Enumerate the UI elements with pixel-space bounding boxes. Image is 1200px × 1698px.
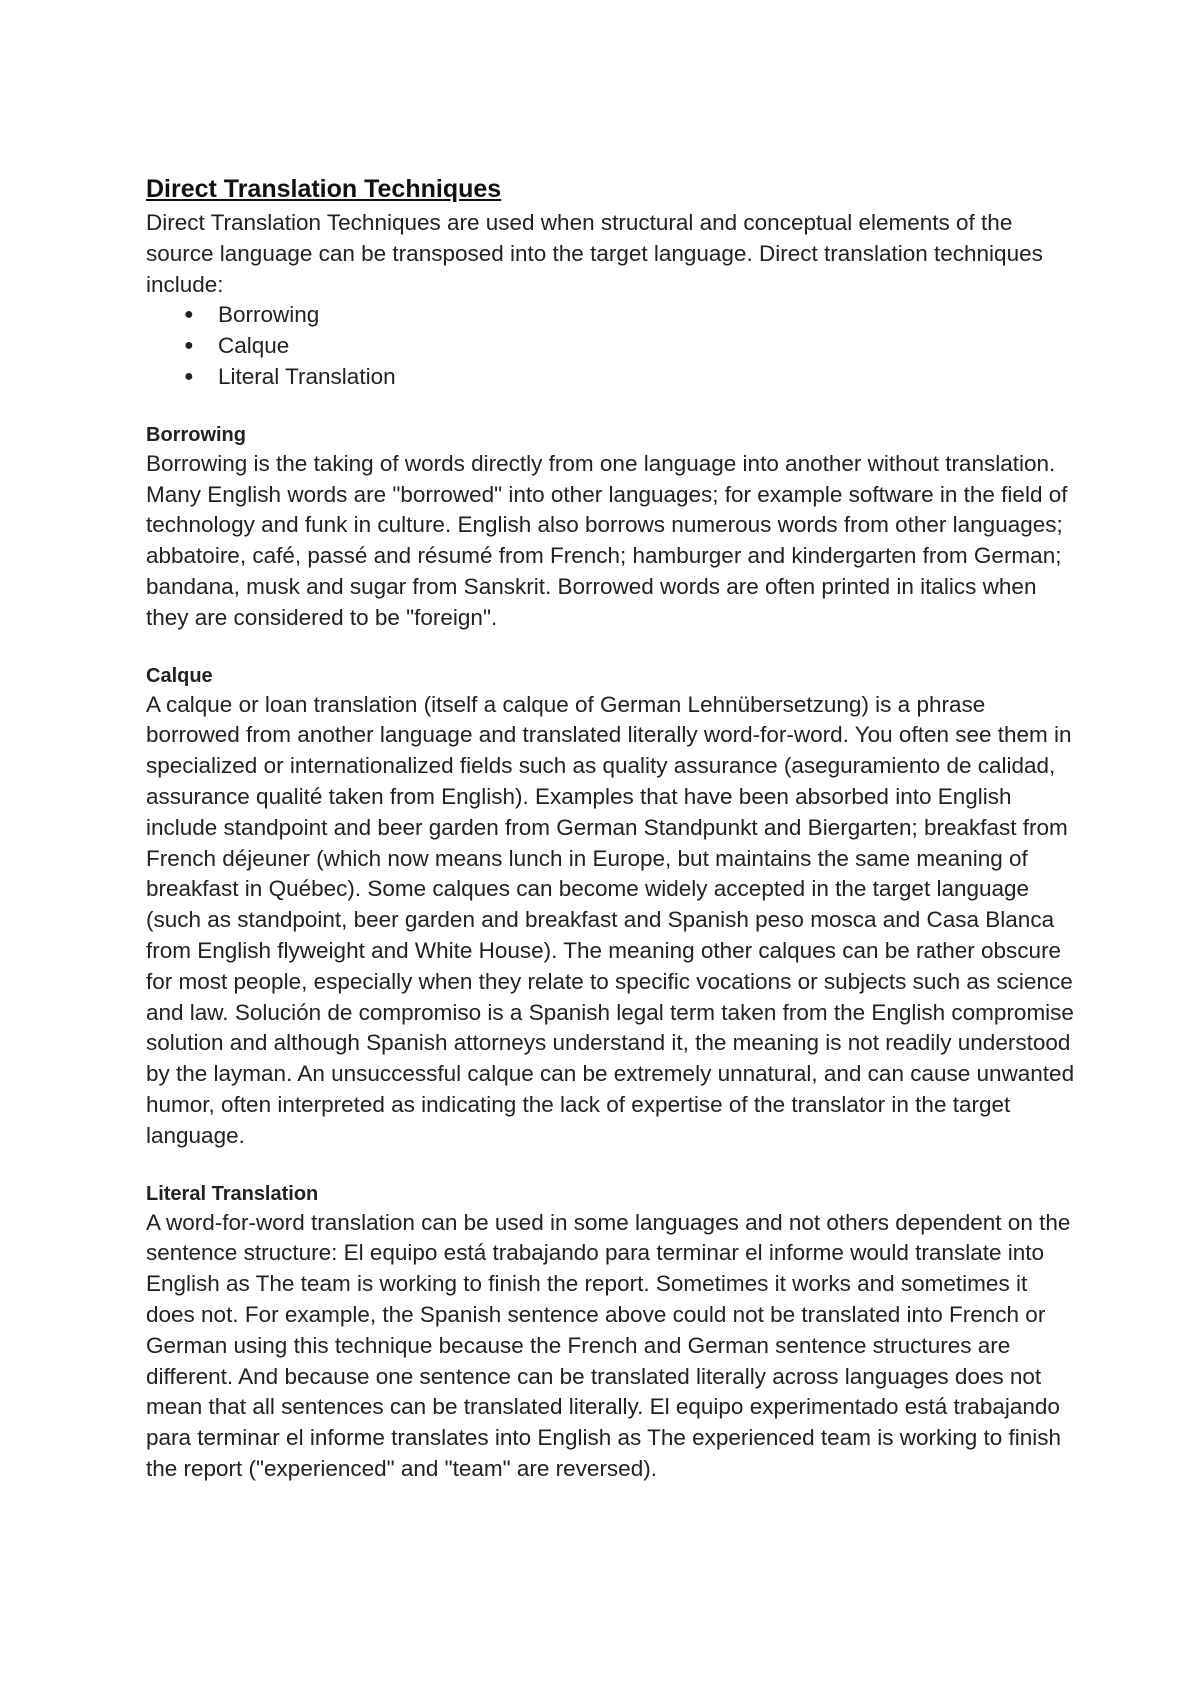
document-title: Direct Translation Techniques [146,175,502,203]
list-item-label: Borrowing [218,302,320,328]
list-item [146,362,1076,393]
list-item-label: Literal Translation [218,363,396,389]
section-literal-translation [146,1180,1076,1485]
section-heading: Literal Translation [146,1182,319,1205]
section-heading: Calque [146,664,213,687]
list-item [146,331,1076,362]
bullet-icon: ● [184,367,194,385]
section-heading: Borrowing [146,423,246,446]
document-page [146,172,1076,1485]
list-item [146,300,1076,331]
section-borrowing [146,421,1076,634]
technique-list [146,300,1076,392]
intro-paragraph: Direct Translation Techniques are used when structural and conceptual elements of the source language can be transposed into the target language. Direct translation techniques include: [146,210,1043,297]
bullet-icon: ● [184,337,194,355]
section-body: A calque or loan translation (itself a calque of German Lehnübersetzung) is a phrase borrowed from another language and translated literally word-for-word. You often see them in specialized or internationalized fields such as quality assurance (aseguramiento de calidad, assurance qualité taken from English). Examples that have been absorbed into English include standpoint and beer garden from German Standpunkt and Biergarten; breakfast from French déjeuner (which now means lunch in Europe, but maintains the same meaning of breakfast in Québec). Some calques can become widely accepted in the target language (such as standpoint, beer garden and breakfast and Spanish peso mosca and Casa Blanca from English flyweight and White House). The meaning other calques can be rather obscure for most people, especially when they relate to specific vocations or subjects such as science and law. Solución de compromiso is a Spanish legal term taken from the English compromise solution and although Spanish attorneys understand it, the meaning is not readily understood by the layman. An unsuccessful calque can be extremely unnatural, and can cause unwanted humor, often interpreted as indicating the lack of expertise of the translator in the target language. [146,691,1075,1148]
section-body: A word-for-word translation can be used in some languages and not others dependent on the sentence structure: El equipo está trabajando para terminar el informe would translate into English as The team is working to finish the report. Sometimes it works and sometimes it does not. For example, the Spanish sentence above could not be translated into French or German using this technique because the French and German sentence structures are different. And because one sentence can be translated literally across languages does not mean that all sentences can be translated literally. El equipo experimentado está trabajando para terminar el informe translates into English as The experienced team is working to finish the report ("experienced" and "team" are reversed). [146,1209,1071,1481]
bullet-icon: ● [184,306,194,324]
section-body: Borrowing is the taking of words directly from one language into another without translation. Many English words are "borrowed" into other languages; for example software in the field of technology and funk in culture. English also borrows numerous words from other languages; abbatoire, café, passé and résumé from French; hamburger and kindergarten from German; bandana, musk and sugar from Sanskrit. Borrowed words are often printed in italics when they are considered to be "foreign". [146,450,1068,630]
section-calque [146,662,1076,1152]
list-item-label: Calque [218,333,290,359]
